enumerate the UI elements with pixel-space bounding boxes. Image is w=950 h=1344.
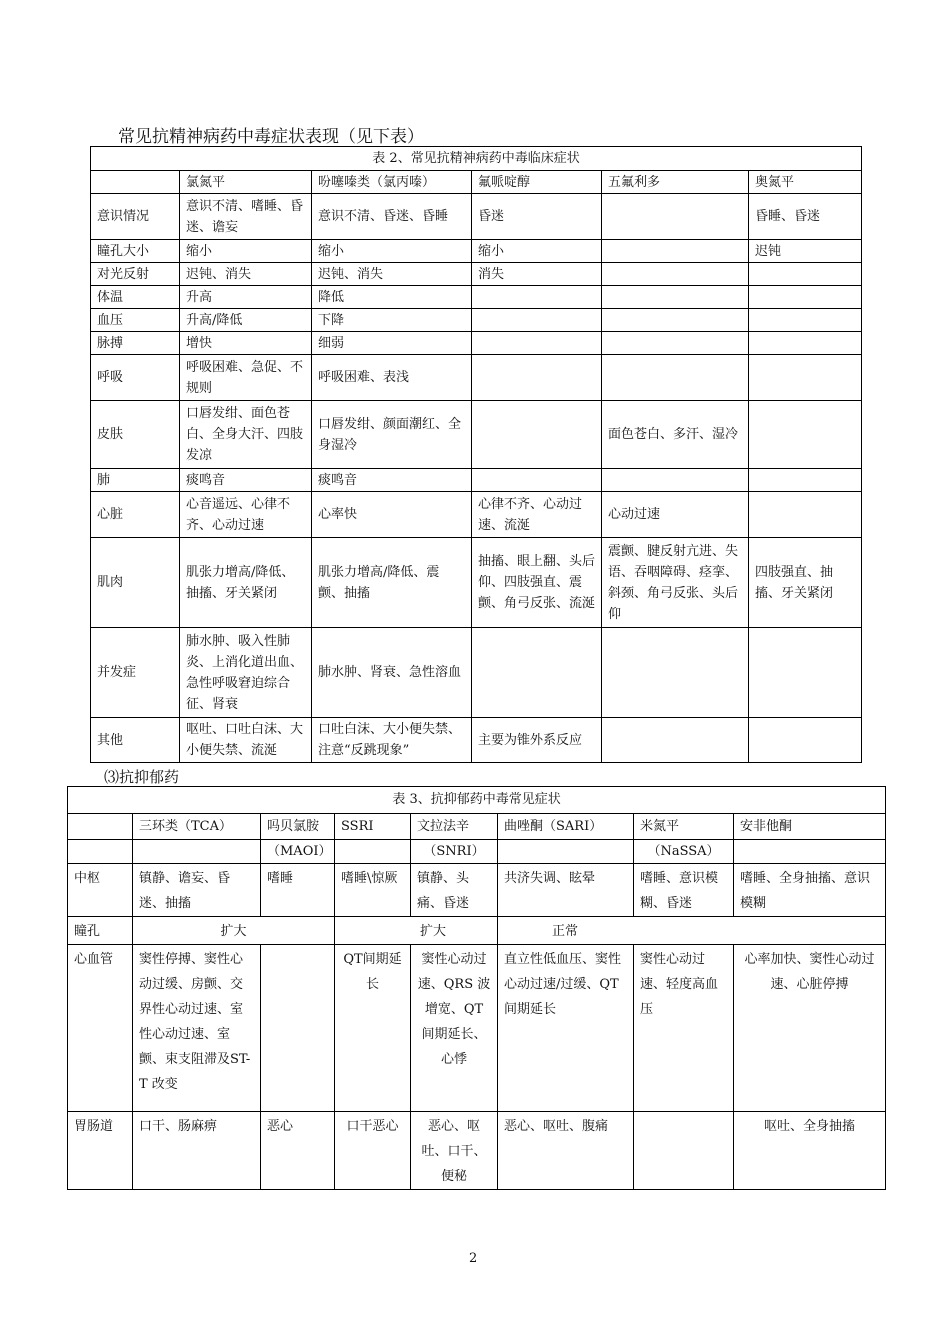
table-cell [749,332,862,355]
table-cell: 迟钝 [749,240,862,263]
table-cell: 心律不齐、心动过速、流涎 [472,492,602,538]
table-cell [472,355,602,401]
table-cell: 呼吸困难、表浅 [312,355,472,401]
header-cell: 米氮平 [634,814,734,840]
row-label: 中枢 [68,864,133,917]
table-caption: 表 2、常见抗精神病药中毒临床症状 [91,147,862,171]
table-cell [749,355,862,401]
table-cell: 直立性低血压、窦性心动过速/过缓、QT 间期延长 [498,945,634,1112]
row-label: 体温 [91,286,180,309]
table-row [91,286,862,309]
table-row [91,538,862,628]
table-cell [602,718,749,763]
row-label: 意识情况 [91,194,180,240]
table-cell: 心动过速 [602,492,749,538]
header-cell: 吗贝氯胺 [261,814,335,840]
table-row [91,194,862,240]
header-cell [498,840,634,864]
row-label: 对光反射 [91,263,180,286]
table-cell: 心率快 [312,492,472,538]
table-cell [602,469,749,492]
table-cell [749,309,862,332]
table-cell [749,401,862,469]
table-subheader-row [68,840,886,864]
table-cell: 口干恶心 [335,1112,411,1190]
table-cell: 窦性心动过速、QRS 波增宽、QT 间期延长、心悸 [411,945,498,1112]
table-cell: 肺水肿、肾衰、急性溶血 [312,628,472,718]
table-cell [261,945,335,1112]
table-cell: 下降 [312,309,472,332]
table-cell [472,309,602,332]
table-cell: 昏迷 [472,194,602,240]
table-cell: 痰鸣音 [312,469,472,492]
table-cell: 扩大 [335,917,498,945]
table-cell: 降低 [312,286,472,309]
table-cell: 恶心、呕吐、腹痛 [498,1112,634,1190]
table-row [91,332,862,355]
table-header-row [91,171,862,194]
table-cell: 口吐白沫、大小便失禁、注意“反跳现象” [312,718,472,763]
table-cell [749,718,862,763]
table-cell: 共济失调、眩晕 [498,864,634,917]
table-cell [602,286,749,309]
header-cell [734,840,886,864]
table-cell: 呼吸困难、急促、不规则 [180,355,312,401]
table-cell [472,628,602,718]
header-cell: 氟哌啶醇 [472,171,602,194]
table-cell: 口唇发绀、颜面潮红、全身湿冷 [312,401,472,469]
antipsychotic-poisoning-table [90,146,862,763]
table-row [91,240,862,263]
table-cell [749,469,862,492]
table-cell: 呕吐、口吐白沫、大小便失禁、流涎 [180,718,312,763]
table-cell [602,309,749,332]
table-cell: 昏睡、昏迷 [749,194,862,240]
table-cell: 肌张力增高/降低、震颤、抽搐 [312,538,472,628]
table-cell [472,332,602,355]
header-cell [91,171,180,194]
table-row [91,628,862,718]
table-cell: 迟钝、消失 [180,263,312,286]
table-cell: 震颤、腱反射亢进、失语、吞咽障碍、痉挛、斜颈、角弓反张、头后仰 [602,538,749,628]
header-cell: （SNRI） [411,840,498,864]
table-row [68,1112,886,1190]
table-cell [472,469,602,492]
row-label: 其他 [91,718,180,763]
table-cell [472,401,602,469]
table-cell [602,194,749,240]
table-cell: 嗜睡 [261,864,335,917]
table-cell [749,628,862,718]
table-cell [602,240,749,263]
table-cell: 嗜睡\惊厥 [335,864,411,917]
row-label: 呼吸 [91,355,180,401]
header-cell [335,840,411,864]
row-label: 心血管 [68,945,133,1112]
header-cell: 吩噻嗪类（氯丙嗪） [312,171,472,194]
table-cell: 缩小 [472,240,602,263]
table-row [91,309,862,332]
table-row [68,945,886,1112]
table-cell [472,286,602,309]
table-row [91,718,862,763]
header-cell: 奥氮平 [749,171,862,194]
table-cell: 镇静、头痛、昏迷 [411,864,498,917]
table-cell: 窦性停搏、窦性心动过缓、房颤、交界性心动过速、室性心动过速、室颤、束支阻滞及ST-T 改变 [133,945,261,1112]
table-cell: 口唇发绀、面色苍白、全身大汗、四肢发凉 [180,401,312,469]
header-cell [68,840,133,864]
table-cell: 四肢强直、抽搐、牙关紧闭 [749,538,862,628]
table-cell: 心音遥远、心律不齐、心动过速 [180,492,312,538]
table-row [68,917,886,945]
table-cell [749,263,862,286]
table-cell: 恶心、呕吐、口干、便秘 [411,1112,498,1190]
table-cell: 窦性心动过速、轻度高血压 [634,945,734,1112]
header-cell: SSRI [335,814,411,840]
row-label: 瞳孔 [68,917,133,945]
table-cell: 嗜睡、全身抽搐、意识模糊 [734,864,886,917]
table-cell: 正常 [498,917,886,945]
table-cell [602,263,749,286]
row-label: 肺 [91,469,180,492]
table-cell [749,492,862,538]
table-header-row [68,814,886,840]
table-cell [634,1112,734,1190]
table-row [91,492,862,538]
table-cell: 呕吐、全身抽搐 [734,1112,886,1190]
table-cell: 意识不清、昏迷、昏睡 [312,194,472,240]
row-label: 并发症 [91,628,180,718]
section-heading: ⑶抗抑郁药 [104,768,180,786]
header-cell: 文拉法辛 [411,814,498,840]
table-cell: 意识不清、嗜睡、昏迷、谵妄 [180,194,312,240]
table-cell: 扩大 [133,917,335,945]
table-row [68,864,886,917]
row-label: 脉搏 [91,332,180,355]
table-cell: 恶心 [261,1112,335,1190]
page-heading: 常见抗精神病药中毒症状表现（见下表） [118,127,424,147]
table-cell: 升高/降低 [180,309,312,332]
header-cell [68,814,133,840]
table-cell: 消失 [472,263,602,286]
table-cell: 缩小 [180,240,312,263]
table-cell [749,286,862,309]
table-row [91,401,862,469]
table-cell: 肺水肿、吸入性肺炎、上消化道出血、急性呼吸窘迫综合征、肾衰 [180,628,312,718]
antidepressant-poisoning-table [67,786,886,1190]
header-cell: 氯氮平 [180,171,312,194]
table-cell [602,355,749,401]
table-cell: 缩小 [312,240,472,263]
table-cell: 肌张力增高/降低、抽搐、牙关紧闭 [180,538,312,628]
row-label: 肌肉 [91,538,180,628]
table-row [91,355,862,401]
table-cell: 主要为锥外系反应 [472,718,602,763]
table-cell: 升高 [180,286,312,309]
table-cell: 痰鸣音 [180,469,312,492]
table-cell: 细弱 [312,332,472,355]
header-cell: 曲唑酮（SARI） [498,814,634,840]
table-cell: QT间期延长 [335,945,411,1112]
table-row [91,469,862,492]
page-number: 2 [469,1251,478,1266]
header-cell [133,840,261,864]
table-cell: 镇静、谵妄、昏迷、抽搐 [133,864,261,917]
header-cell: （NaSSA） [634,840,734,864]
table-cell [602,332,749,355]
table-cell: 抽搐、眼上翻、头后仰、四肢强直、震颤、角弓反张、流涎 [472,538,602,628]
row-label: 皮肤 [91,401,180,469]
table-cell: 嗜睡、意识模糊、昏迷 [634,864,734,917]
table-cell [602,628,749,718]
row-label: 血压 [91,309,180,332]
header-cell: 五氟利多 [602,171,749,194]
table-cell: 口干、肠麻痹 [133,1112,261,1190]
table-row [91,263,862,286]
table-cell: 面色苍白、多汗、湿冷 [602,401,749,469]
table-caption: 表 3、抗抑郁药中毒常见症状 [68,787,886,814]
row-label: 心脏 [91,492,180,538]
row-label: 瞳孔大小 [91,240,180,263]
table-cell: 迟钝、消失 [312,263,472,286]
header-cell: （MAOI） [261,840,335,864]
table-cell: 增快 [180,332,312,355]
header-cell: 安非他酮 [734,814,886,840]
row-label: 胃肠道 [68,1112,133,1190]
table-cell: 心率加快、窦性心动过速、心脏停搏 [734,945,886,1112]
header-cell: 三环类（TCA） [133,814,261,840]
